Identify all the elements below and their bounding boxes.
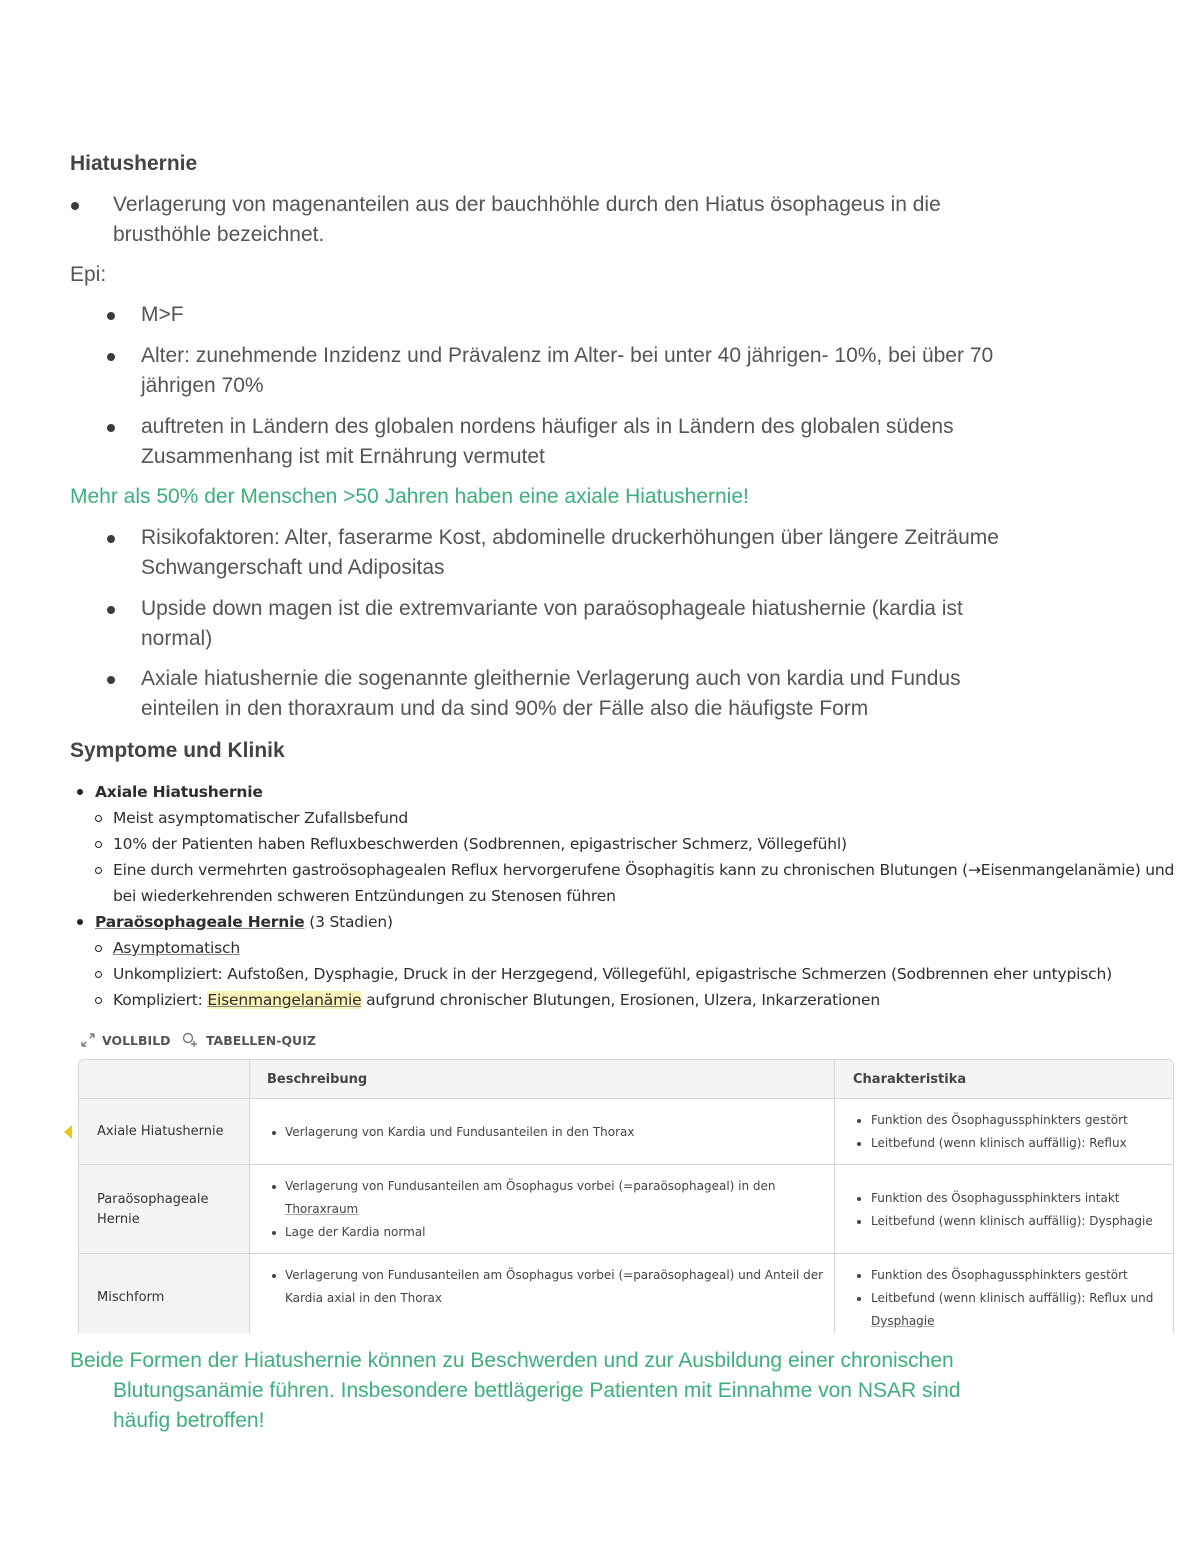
quiz-icon: [182, 1032, 200, 1048]
marker-triangle-icon: [64, 1125, 72, 1139]
list-item-risk-1: Risikofaktoren: Alter, faserarme Kost, abdominelle druckerhöhungen über längere Zeiträume Schwangerschaft und Adipositas: [141, 526, 999, 579]
bullet-dot: [107, 606, 115, 614]
expand-icon: [80, 1032, 96, 1048]
cell-text: Funktion des Ösophagussphinkters intakt: [871, 1191, 1120, 1205]
heading-symptome: Symptome und Klinik: [70, 739, 285, 762]
para-item-link[interactable]: Asymptomatisch: [113, 939, 240, 957]
bullet-dot: [77, 919, 83, 925]
sub-bullet: [95, 815, 102, 822]
list-item-risk-3: Axiale hiatushernie die sogenannte gleithernie Verlagerung auch von kardia und Fundus einteilen in den thoraxraum und da sind 90% der Fälle also die häufigste Form: [141, 667, 961, 720]
cell-text: Verlagerung von Fundusanteilen am Ösophagus vorbei (=paraösophageal) in den: [285, 1179, 776, 1193]
axial-item: Eine durch vermehrten gastroösophagealen Reflux hervorgerufene Ösophagitis kann zu chronischen Blutungen (→Eisenmangelanämie) und: [113, 861, 1175, 879]
column-divider: [834, 1060, 835, 1333]
header-charakteristika: Charakteristika: [853, 1072, 967, 1087]
sub-bullet: [95, 841, 102, 848]
list-item-epi-1: M>F: [141, 303, 184, 326]
comparison-table: [78, 1059, 1174, 1333]
embedded-screenshot: [68, 776, 1180, 1332]
axial-item: 10% der Patienten haben Refluxbeschwerden (Sodbrennen, epigastrischer Schmerz, Völlegefühl): [113, 835, 847, 853]
bullet-dot: [107, 353, 115, 361]
cell-bullet: [272, 1274, 276, 1278]
cell-text[interactable]: Dysphagie: [871, 1314, 935, 1328]
cell-bullet: [857, 1119, 861, 1123]
row-name: Paraösophageale: [97, 1192, 209, 1207]
cell-bullet: [272, 1231, 276, 1235]
para-item: Kompliziert: Eisenmangelanämie aufgrund chronischer Blutungen, Erosionen, Ulzera, Inkarzerationen: [113, 991, 880, 1009]
sub-bullet: [95, 997, 102, 1004]
cell-text: Lage der Kardia normal: [285, 1225, 426, 1239]
cell-text: Kardia axial in den Thorax: [285, 1291, 442, 1305]
sub-bullet: [95, 945, 102, 952]
cell-text: Funktion des Ösophagussphinkters gestört: [871, 1113, 1128, 1127]
row-name: Mischform: [97, 1290, 165, 1305]
row-divider: [79, 1164, 1173, 1165]
epi-label: Epi:: [70, 263, 107, 286]
list-item-epi-2: Alter: zunehmende Inzidenz und Prävalenz im Alter- bei unter 40 jährigen- 10%, bei über 70 jährigen 70%: [141, 344, 994, 397]
axial-title: Axiale Hiatushernie: [95, 783, 263, 801]
cell-bullet: [857, 1142, 861, 1146]
cell-text: Leitbefund (wenn klinisch auffällig): Reflux: [871, 1136, 1127, 1150]
cell-bullet: [272, 1185, 276, 1189]
cell-bullet: [857, 1274, 861, 1278]
cell-text: Leitbefund (wenn klinisch auffällig): Dysphagie: [871, 1214, 1153, 1228]
list-item-epi-3: auftreten in Ländern des globalen nordens häufiger als in Ländern des globalen südens Zusammenhang ist mit Ernährung vermutet: [141, 415, 954, 468]
row-name: Hernie: [97, 1212, 140, 1227]
cell-text: Verlagerung von Fundusanteilen am Ösophagus vorbei (=paraösophageal) und Anteil der: [285, 1268, 824, 1282]
note-green-1: Mehr als 50% der Menschen >50 Jahren haben eine axiale Hiatushernie!: [70, 485, 749, 508]
fullscreen-button[interactable]: VOLLBILD: [80, 1032, 171, 1048]
axial-item-cont: bei wiederkehrenden schweren Entzündungen zu Stenosen führen: [113, 887, 616, 905]
cell-text: Leitbefund (wenn klinisch auffällig): Reflux und: [871, 1291, 1154, 1305]
table-header: [79, 1060, 1173, 1099]
sub-bullet: [95, 971, 102, 978]
para-title[interactable]: Paraösophageale Hernie: [95, 913, 305, 931]
bullet-dot: [107, 676, 115, 684]
list-item-intro: Verlagerung von magenanteilen aus der bauchhöhle durch den Hiatus ösophageus in die brusthöhle bezeichnet.: [113, 193, 941, 246]
para-item: Unkompliziert: Aufstoßen, Dysphagie, Druck in der Herzgegend, Völlegefühl, epigastrische Schmerzen (Sodbrennen eher untypisch): [113, 965, 1112, 983]
highlighted-link[interactable]: Eisenmangelanämie: [207, 991, 362, 1009]
cell-bullet: [857, 1197, 861, 1201]
cell-bullet: [857, 1297, 861, 1301]
sub-bullet: [95, 867, 102, 874]
bullet-dot: [107, 424, 115, 432]
column-divider: [249, 1060, 250, 1333]
list-item-risk-2: Upside down magen ist die extremvariante von paraösophageale hiatushernie (kardia ist normal): [141, 597, 963, 650]
row-name: Axiale Hiatushernie: [97, 1124, 224, 1139]
cell-bullet: [272, 1131, 276, 1135]
cell-bullet: [857, 1220, 861, 1224]
para-title-line: Paraösophageale Hernie (3 Stadien): [95, 913, 393, 931]
bullet-dot: [77, 789, 83, 795]
row-divider: [79, 1253, 1173, 1254]
table-quiz-button[interactable]: TABELLEN-QUIZ: [182, 1032, 316, 1048]
cell-text: Verlagerung von Kardia und Fundusanteilen in den Thorax: [285, 1125, 635, 1139]
bullet-dot: [107, 312, 115, 320]
header-beschreibung: Beschreibung: [267, 1072, 368, 1087]
heading-hiatushernie: Hiatushernie: [70, 152, 198, 175]
cell-text: Funktion des Ösophagussphinkters gestört: [871, 1268, 1128, 1282]
cell-text[interactable]: Thoraxraum: [285, 1202, 359, 1216]
bullet-dot: [107, 535, 115, 543]
note-green-2: Beide Formen der Hiatushernie können zu Beschwerden und zur Ausbildung einer chronischen Blutungsanämie führen. Insbesondere bettlägerige Patienten mit Einnahme von NSAR sind häufig betroffen!: [70, 1349, 961, 1432]
bullet-dot: [71, 202, 79, 210]
axial-item: Meist asymptomatischer Zufallsbefund: [113, 809, 408, 827]
